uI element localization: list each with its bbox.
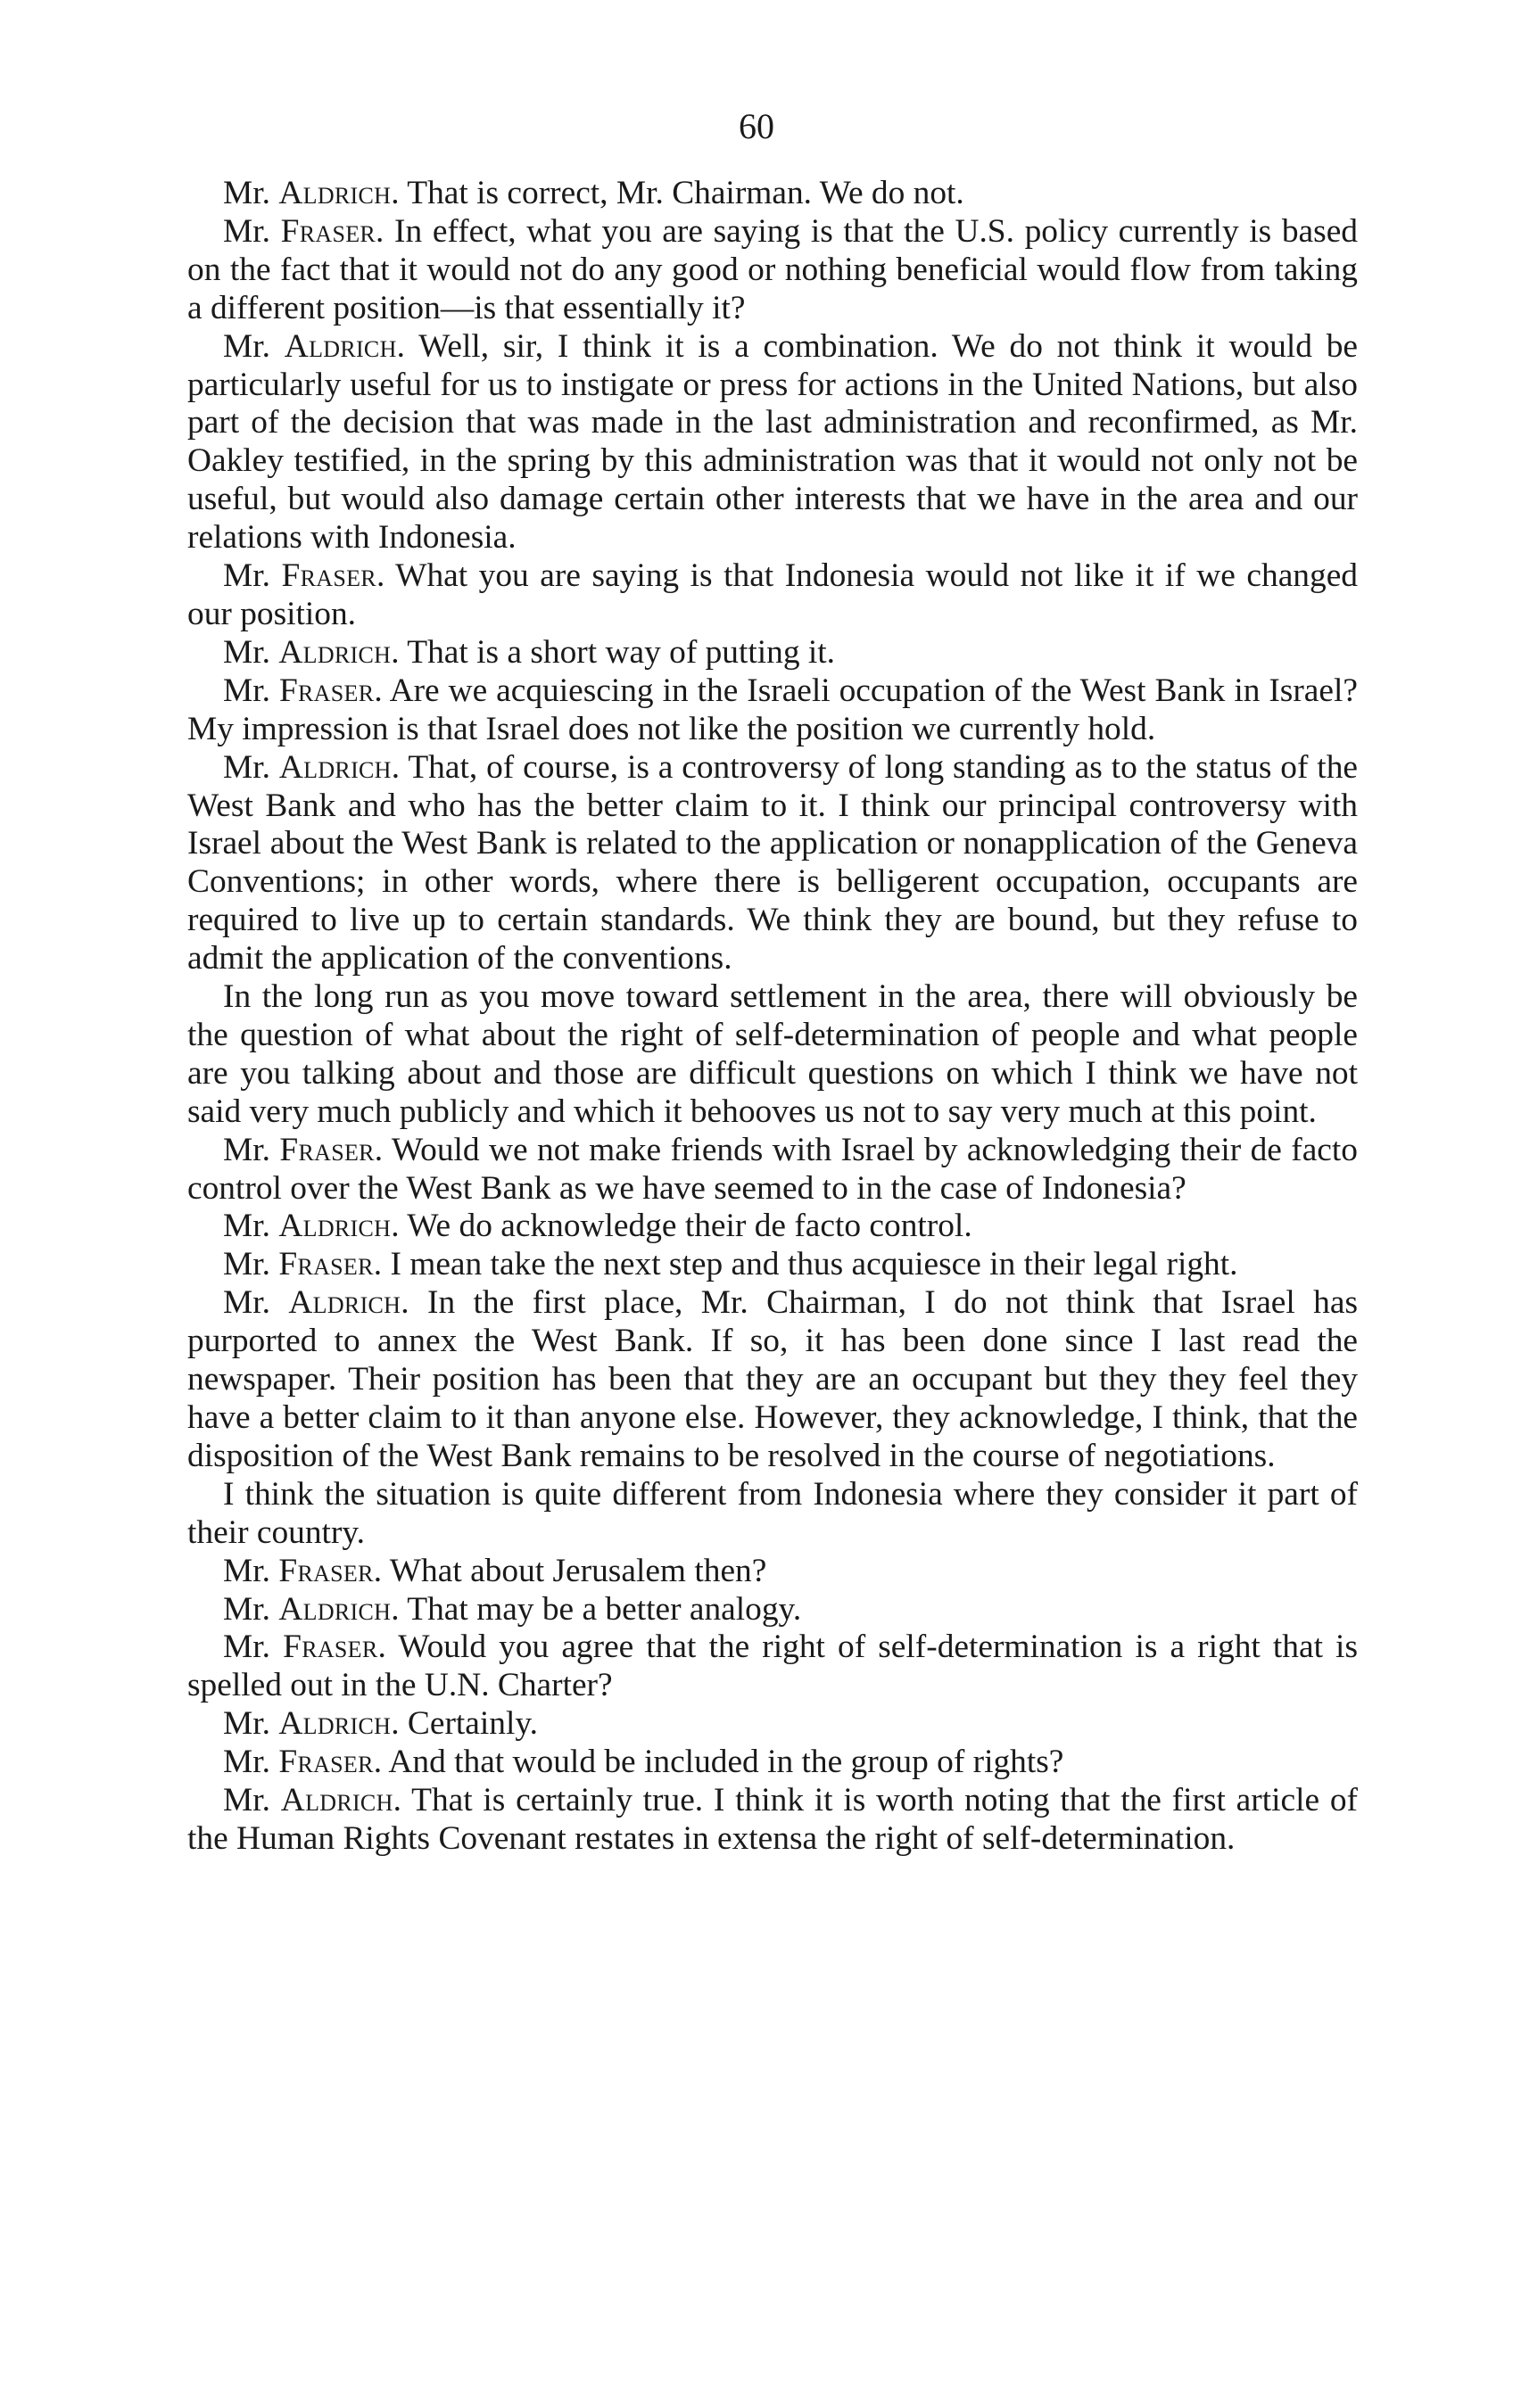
transcript-paragraph [187,1629,1358,1705]
title-prefix: Mr. [223,1131,280,1168]
speaker-name: Fraser [278,1246,374,1283]
paragraph-text: . That is a short way of putting it. [391,633,836,671]
speaker-name: Aldrich [278,1590,392,1628]
transcript-paragraph [187,1208,1358,1246]
paragraph-text: . I mean take the next step and thus acquiesce in their legal right. [373,1246,1238,1283]
title-prefix: Mr. [223,672,279,709]
paragraph-text: . Would you agree that the right of self-determination is a right that is spelled out in the U.N. Charter? [187,1629,1358,1704]
transcript-paragraph [187,978,1358,1132]
speaker-name: Aldrich [278,1208,392,1245]
title-prefix: Mr. [223,327,285,365]
paragraph-text: . Would we not make friends with Israel by acknowledging their de facto control over the West Bank as we have seemed to in the case of Indonesia? [187,1131,1358,1207]
transcript-body [187,175,1358,1859]
speaker-name: Fraser [278,1552,374,1589]
transcript-paragraph [187,1705,1358,1744]
title-prefix: Mr. [223,633,279,671]
paragraph-text: . That, of course, is a controversy of long standing as to the status of the West Bank and who has the better claim to it. I think our principal controversy with Israel about the West Bank is related to the application or nonapplication of the Geneva Conventions; in other words, where there is belligerent occupation, occupants are required to live up to certain standards. We think they are bound, but they refuse to admit the application of the conventions. [187,748,1358,977]
transcript-paragraph [187,634,1358,672]
title-prefix: Mr. [223,175,279,211]
speaker-name: Aldrich [284,327,397,365]
speaker-name: Aldrich [280,1782,393,1819]
speaker-name: Aldrich [288,1284,401,1322]
title-prefix: Mr. [223,1629,284,1666]
transcript-paragraph [187,328,1358,557]
speaker-name: Aldrich [278,633,392,671]
paragraph-text: . In effect, what you are saying is that the U.S. policy currently is based on the fact that it would not do any good or nothing beneficial would flow from taking a different position—is that essentially it? [187,212,1358,326]
speaker-name: Aldrich [278,175,392,211]
transcript-paragraph [187,1782,1358,1859]
title-prefix: Mr. [223,557,282,595]
title-prefix: Mr. [223,1705,279,1743]
title-prefix: Mr. [223,1552,279,1589]
transcript-paragraph [187,1246,1358,1284]
paragraph-text: . We do acknowledge their de facto control. [391,1208,972,1245]
transcript-paragraph [187,1744,1358,1782]
transcript-paragraph [187,1553,1358,1591]
title-prefix: Mr. [223,212,281,250]
paragraph-text: . What you are saying is that Indonesia would not like it if we changed our position. [187,557,1358,632]
transcript-paragraph [187,213,1358,328]
title-prefix: Mr. [223,1782,281,1819]
paragraph-text: . That is certainly true. I think it is worth noting that the first article of the Human Rights Covenant restates in extensa the right of self-determination. [187,1782,1358,1857]
paragraph-text: . Certainly. [391,1705,538,1743]
speaker-name: Fraser [279,1131,375,1168]
paragraph-text: I think the situation is quite different from Indonesia where they consider it part of their country. [187,1475,1358,1551]
paragraph-text: . What about Jerusalem then? [373,1552,767,1589]
transcript-paragraph [187,1591,1358,1629]
title-prefix: Mr. [223,748,279,786]
title-prefix: Mr. [223,1208,279,1245]
title-prefix: Mr. [223,1744,279,1781]
paragraph-text: . Well, sir, I think it is a combination. We do not think it would be particularly useful for us to instigate or press for actions in the United Nations, but also part of the decision that was made in the last administration and reconfirmed, as Mr. Oakley testified, in the spring by this administration was that it would not only not be useful, but would also damage certain other interests that we have in the area and our relations with Indonesia. [187,327,1358,557]
transcript-paragraph [187,1132,1358,1208]
speaker-name: Fraser [280,212,376,250]
transcript-paragraph [187,1476,1358,1553]
speaker-name: Fraser [278,1744,374,1781]
title-prefix: Mr. [223,1284,289,1322]
speaker-name: Fraser [278,672,375,709]
paragraph-text: . That is correct, Mr. Chairman. We do not. [391,175,964,211]
speaker-name: Aldrich [278,1705,392,1743]
paragraph-text: . That may be a better analogy. [391,1590,802,1628]
title-prefix: Mr. [223,1590,279,1628]
title-prefix: Mr. [223,1246,279,1283]
paragraph-text: . In the first place, Mr. Chairman, I do not think that Israel has purported to annex the West Bank. If so, it has been done since I last read the newspaper. Their position has been that they are an occupant but they they feel they have a better claim to it than anyone else. However, they acknowledge, I think, that the disposition of the West Bank remains to be resolved in the course of negotiations. [187,1284,1359,1474]
transcript-paragraph [187,557,1358,634]
transcript-paragraph [187,1284,1358,1476]
transcript-paragraph [187,672,1358,749]
transcript-paragraph [187,175,1358,213]
transcript-paragraph [187,749,1358,978]
paragraph-text: . Are we acquiescing in the Israeli occupation of the West Bank in Israel? My impression is that Israel does not like the position we currently hold. [187,672,1358,747]
paragraph-text: In the long run as you move toward settlement in the area, there will obviously be the question of what about the right of self-determination of people and what people are you talking about and those are difficult questions on which I think we have not said very much publicly and which it behooves us not to say very much at this point. [187,978,1358,1130]
speaker-name: Fraser [283,1629,378,1666]
speaker-name: Aldrich [278,748,392,786]
speaker-name: Fraser [281,557,376,595]
paragraph-text: . And that would be included in the group of rights? [373,1744,1064,1781]
page-number: 60 [739,106,774,146]
